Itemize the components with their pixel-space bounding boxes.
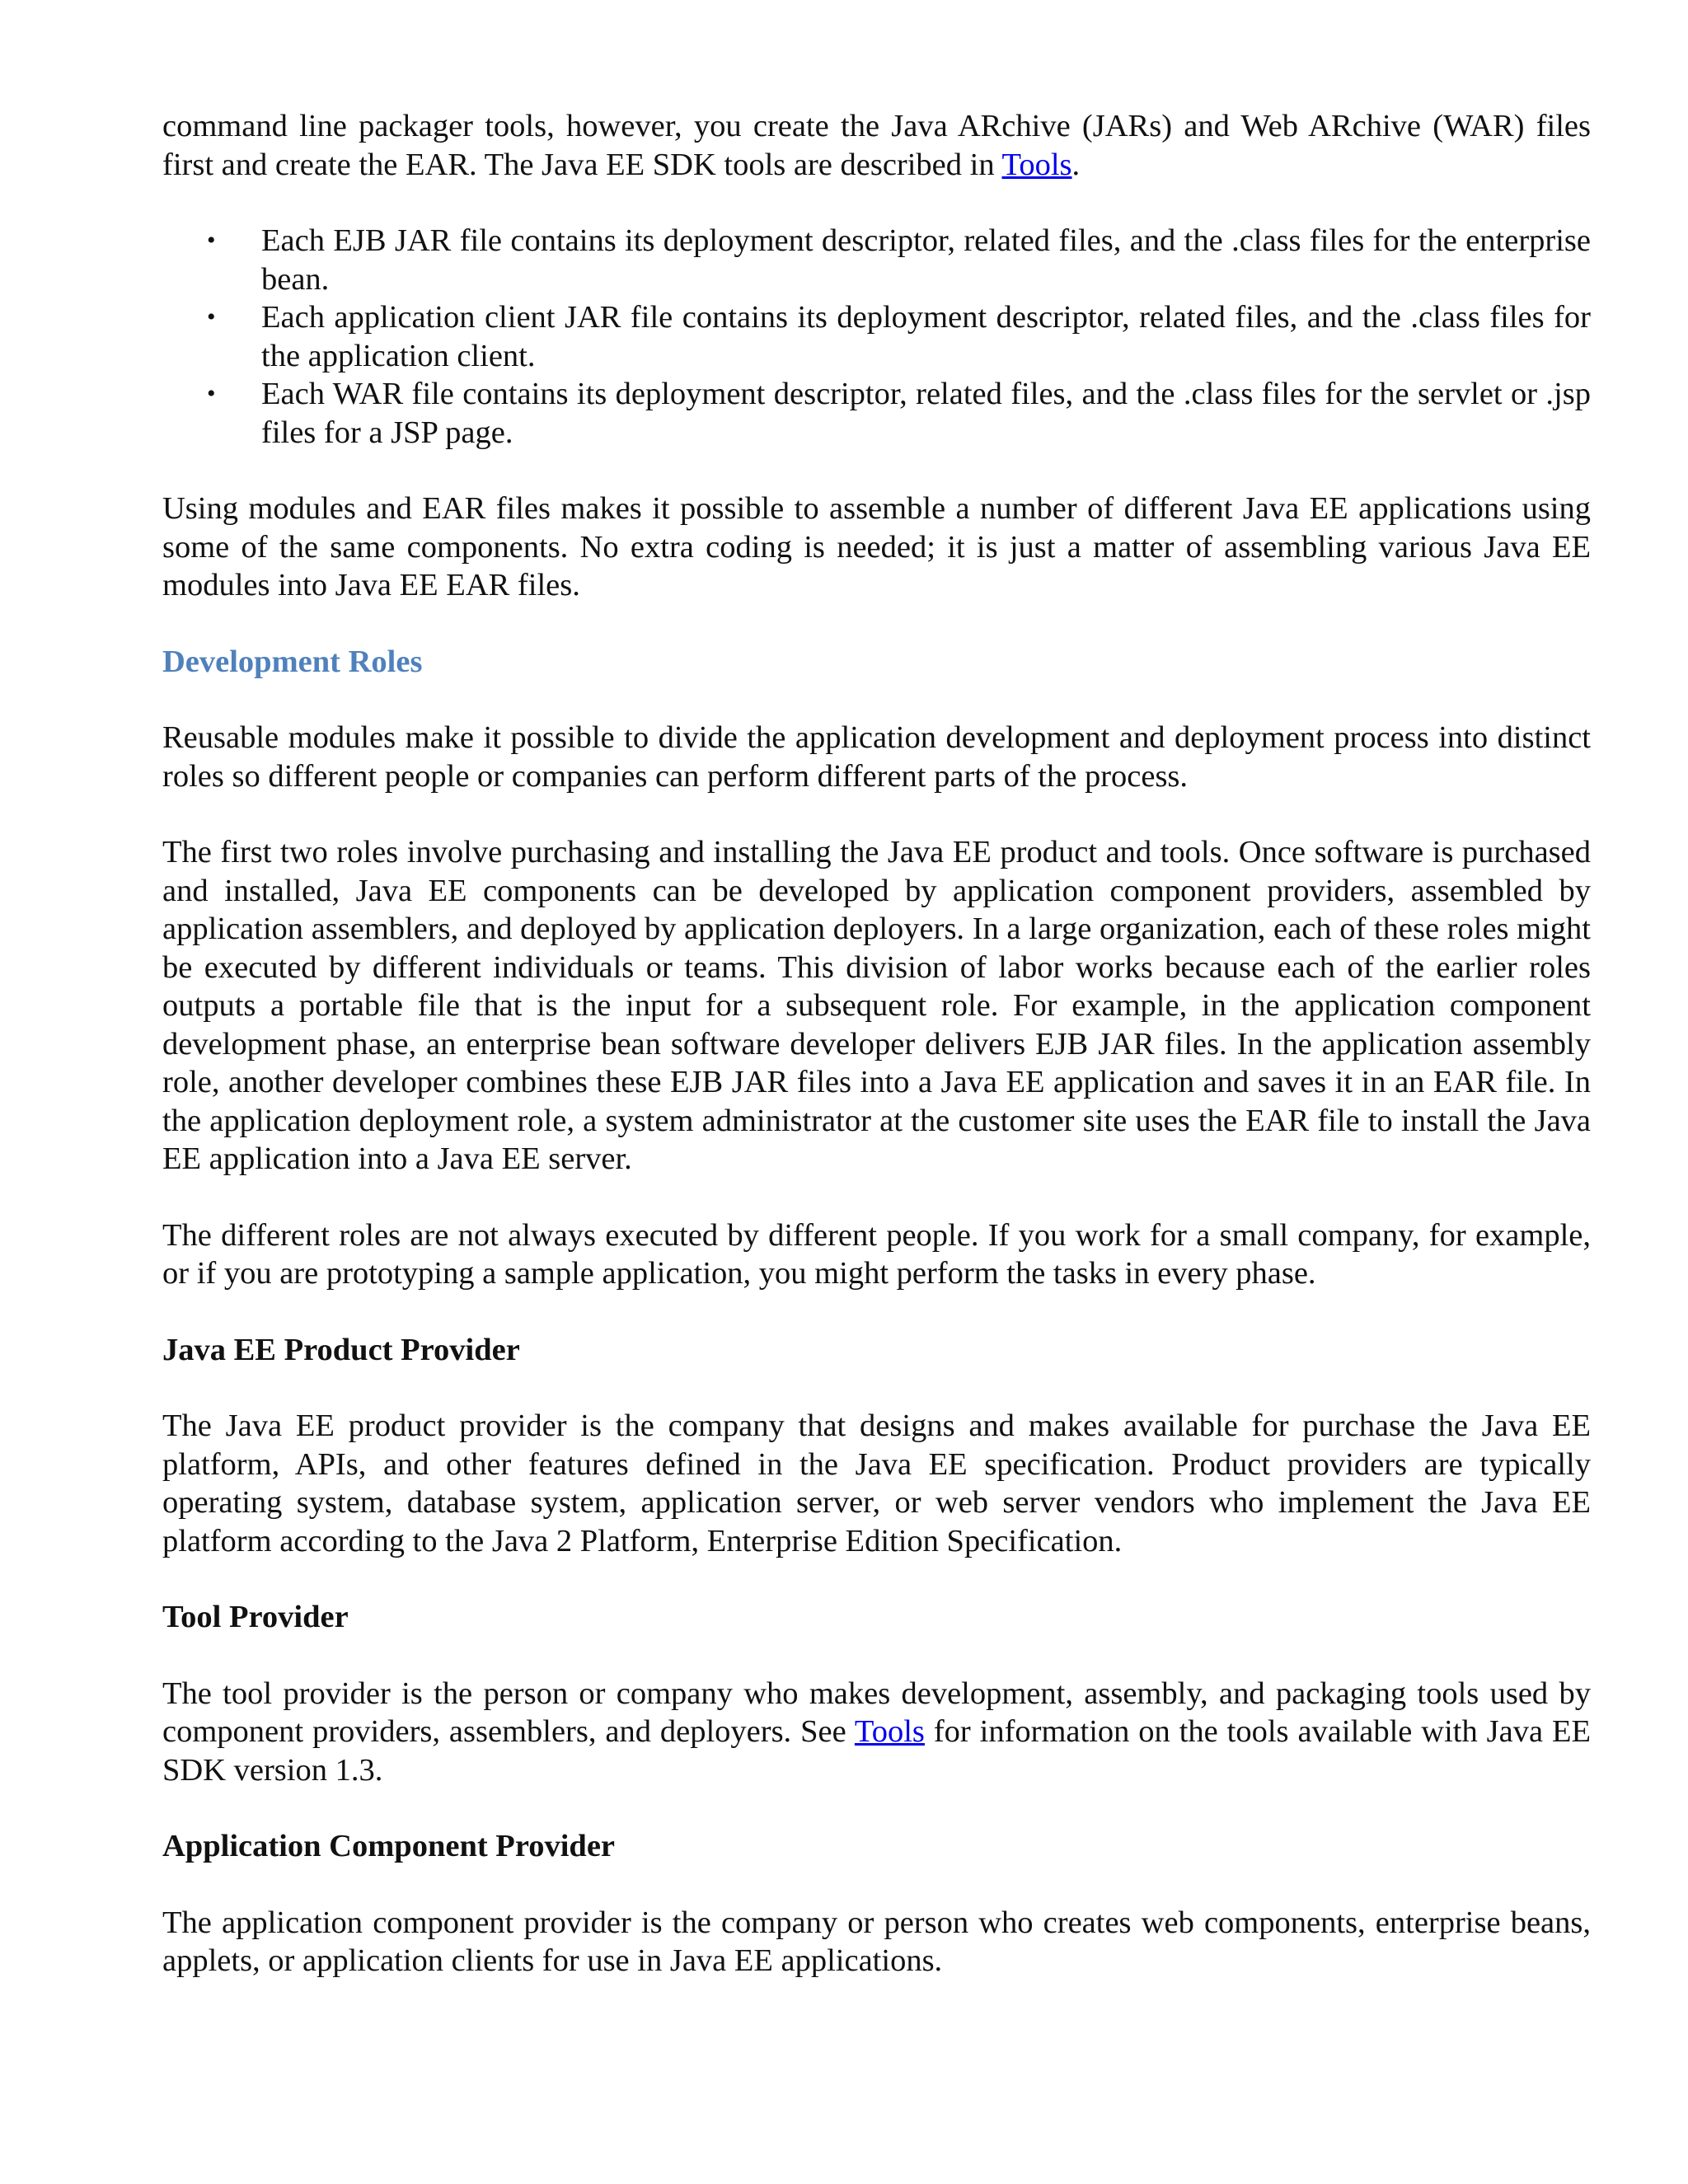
bullet-icon: • <box>207 227 216 254</box>
bullet-icon: • <box>207 380 216 407</box>
roles-paragraph-2: The first two roles involve purchasing and installing the Java EE product and tools. Once software is purchased and installed, Java EE components can be developed by application component providers, assembled by application assemblers, and deployed by application deployers. In a large organization, each of these roles might be executed by different individuals or teams. This division of labor works because each of the earlier roles outputs a portable file that is the input for a subsequent role. For example, in the application component development phase, an enterprise bean software developer delivers EJB JAR files. In the application assembly role, another developer combines these EJB JAR files into a Java EE application and saves it in an EAR file. In the application deployment role, a system administrator at the customer site uses the EAR file to install the Java EE application into a Java EE server. <box>162 835 1591 1176</box>
list-item-text: Each application client JAR file contains its deployment descriptor, related files, and the .class files for the application client. <box>261 300 1591 373</box>
document-page <box>162 107 1591 1980</box>
intro-text-end: . <box>1071 147 1081 182</box>
intro-paragraph <box>162 107 1591 184</box>
roles-paragraph-1: Reusable modules make it possible to divide the application development and deployment process into distinct roles so different people or companies can perform different parts of the process. <box>162 720 1591 794</box>
module-bullet-list <box>162 222 1591 452</box>
bullet-icon: • <box>207 303 216 330</box>
tool-provider-text: The tool provider is the person or company who makes development, assembly, and packaging tools used by component providers, assemblers, and deployers. See <box>162 1675 1591 1749</box>
tool-provider-text-end: for information on the tools available with Java EE SDK version 1.3. <box>162 1714 1592 1788</box>
modules-paragraph: Using modules and EAR files makes it possible to assemble a number of different Java EE applications using some of the same components. No extra coding is needed; it is just a matter of assembling various Java EE modules into Java EE EAR files. <box>162 491 1591 602</box>
list-item <box>162 298 1591 375</box>
tool-provider-paragraph <box>162 1675 1591 1790</box>
development-roles-heading: Development Roles <box>162 644 423 679</box>
component-provider-heading: Application Component Provider <box>162 1829 616 1863</box>
tools-link[interactable]: Tools <box>854 1714 925 1749</box>
component-provider-paragraph: The application component provider is the company or person who creates web components, enterprise beans, applets, or application clients for use in Java EE applications. <box>162 1905 1591 1978</box>
intro-text: command line packager tools, however, you create the Java ARchive (JARs) and Web ARchive (WAR) files first and create the EAR. The Java EE SDK tools are described in <box>162 109 1591 182</box>
list-item <box>162 222 1591 298</box>
product-provider-paragraph: The Java EE product provider is the company that designs and makes available for purchase the Java EE platform, APIs, and other features defined in the Java EE specification. Product providers are typically operating system, database system, application server, or web server vendors who implement the Java EE platform according to the Java 2 Platform, Enterprise Edition Specification. <box>162 1408 1591 1558</box>
list-item-text: Each EJB JAR file contains its deployment descriptor, related files, and the .class files for the enterprise bean. <box>261 223 1591 297</box>
roles-paragraph-3: The different roles are not always executed by different people. If you work for a small company, for example, or if you are prototyping a sample application, you might perform the tasks in every phase. <box>162 1217 1591 1291</box>
tool-provider-heading: Tool Provider <box>162 1600 349 1634</box>
list-item-text: Each WAR file contains its deployment descriptor, related files, and the .class files for the servlet or .jsp files for a JSP page. <box>261 377 1591 450</box>
tools-link[interactable]: Tools <box>1001 147 1072 182</box>
list-item <box>162 375 1591 452</box>
product-provider-heading: Java EE Product Provider <box>162 1332 520 1367</box>
